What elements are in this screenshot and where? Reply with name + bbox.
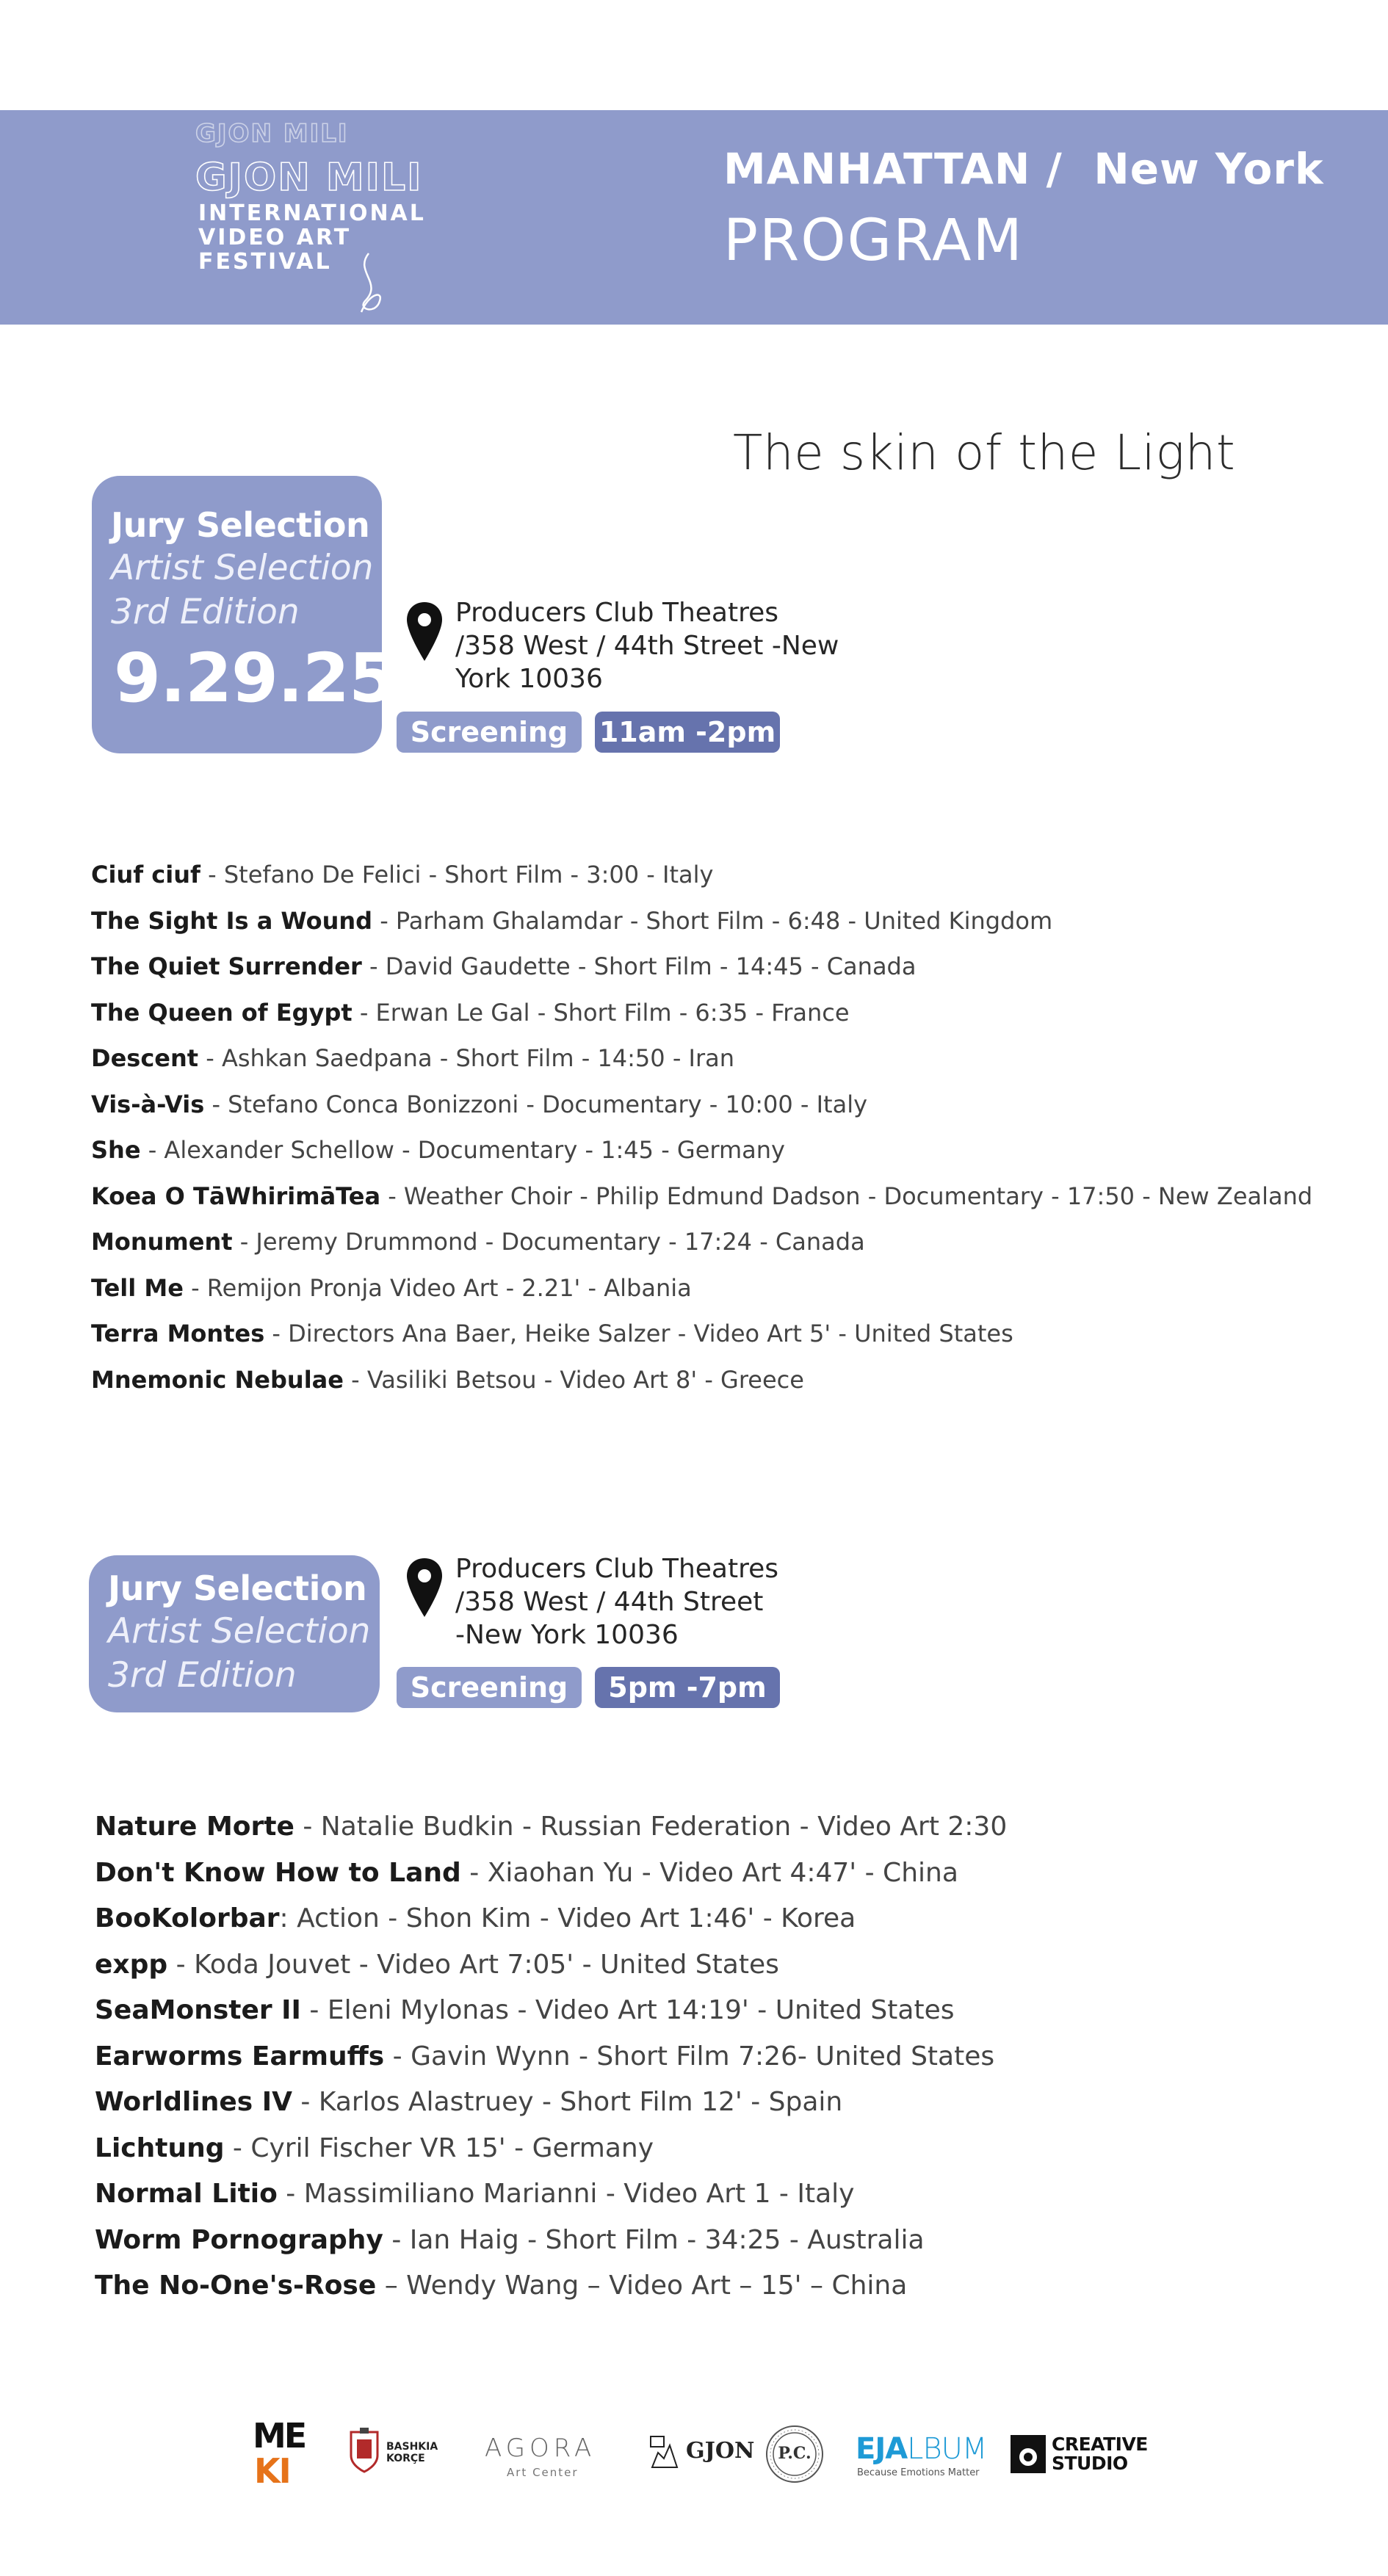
film-details: - Ashkan Saedpana - Short Film - 14:50 - Iran: [198, 1044, 735, 1072]
film-title: Mnemonic Nebulae: [91, 1365, 344, 1394]
film-row: [91, 1265, 1312, 1311]
film-details: - Gavin Wynn - Short Film 7:26- United States: [384, 2041, 995, 2072]
session2-time-pill: 5pm -7pm: [595, 1667, 780, 1708]
muzeu-label: GJON: [686, 2438, 755, 2464]
film-title: Lichtung: [95, 2132, 225, 2163]
film-title: Normal Litio: [95, 2179, 278, 2209]
session1-badge-title: Jury Selection: [111, 505, 370, 545]
film-title: Terra Montes: [91, 1320, 265, 1347]
film-title: The Quiet Surrender: [91, 952, 362, 980]
film-row: [91, 1357, 1312, 1403]
film-row: [95, 1942, 1007, 1989]
film-title: Nature Morte: [95, 1812, 294, 1842]
film-details: - Stefano Conca Bonizzoni - Documentary - 10:00 - Italy: [204, 1090, 868, 1118]
session1-venue: Producers Club Theatres /358 West / 44th Street -New York 10036: [455, 598, 839, 694]
meki-bottom: KI: [254, 2451, 290, 2491]
film-title: She: [91, 1136, 141, 1164]
film-row: [95, 2126, 1007, 2172]
film-row: [95, 2034, 1007, 2080]
agora-sub: Art Center: [507, 2466, 579, 2479]
creative-line2: STUDIO: [1052, 2453, 1128, 2474]
header-city: MANHATTAN / New York: [723, 144, 1324, 194]
film-details: - Directors Ana Baer, Heike Salzer - Video Art 5' - United States: [264, 1320, 1013, 1347]
film-details: - Stefano De Felici - Short Film - 3:00 - Italy: [200, 861, 714, 889]
sponsor-meki-logo: [253, 2416, 306, 2489]
film-title: Vis-à-Vis: [91, 1090, 205, 1118]
film-row: [91, 1173, 1312, 1220]
film-details: – Wendy Wang – Video Art – 15' – China: [376, 2271, 908, 2301]
sponsor-strip: [0, 2416, 1388, 2497]
film-details: - Weather Choir - Philip Edmund Dadson - Documentary - 17:50 - New Zealand: [380, 1182, 1313, 1210]
film-row: [91, 990, 1312, 1036]
sponsor-creative-logo: [1009, 2434, 1156, 2478]
film-title: Worm Pornography: [95, 2224, 383, 2255]
film-title: Ciuf ciuf: [91, 861, 200, 889]
logo-line-2: VIDEO ART: [198, 225, 352, 250]
film-row: [91, 1035, 1312, 1082]
film-details: - Jeremy Drummond - Documentary - 17:24 - Canada: [232, 1228, 865, 1256]
film-row: [95, 1896, 1007, 1942]
muzeu-figure-icon: [648, 2431, 683, 2473]
film-row: [91, 944, 1312, 990]
film-row: [91, 1127, 1312, 1173]
session1-date: 9.29.25: [114, 639, 395, 717]
logo-ghost-top: GJON MILI: [195, 119, 349, 148]
film-row: [95, 2171, 1007, 2218]
film-title: SeaMonster II: [95, 1995, 301, 2025]
creative-mark-icon: [1009, 2434, 1047, 2475]
film-row: [95, 2218, 1007, 2264]
film-row: [91, 852, 1312, 898]
film-title: Descent: [91, 1044, 199, 1072]
film-details: - Erwan Le Gal - Short Film - 6:35 - France: [352, 998, 850, 1027]
film-title: Tell Me: [91, 1273, 184, 1302]
bashkia-line2: KORÇE: [386, 2453, 425, 2464]
session2-badge-sub1: Artist Selection: [108, 1611, 371, 1651]
film-row: [91, 1082, 1312, 1128]
session1-badge-sub2: 3rd Edition: [111, 592, 300, 632]
film-title: Don't Know How to Land: [95, 1857, 461, 1888]
film-row: [95, 2263, 1007, 2309]
sponsor-agora-logo: [485, 2434, 617, 2485]
film-row: [91, 1219, 1312, 1265]
film-details: - Parham Ghalamdar - Short Film - 6:48 - United Kingdom: [372, 906, 1053, 935]
logo-squiggle-icon: [347, 250, 391, 316]
film-details: - David Gaudette - Short Film - 14:45 - Canada: [361, 952, 917, 980]
film-details: - Massimiliano Marianni - Video Art 1 - Italy: [277, 2179, 855, 2209]
film-row: [95, 2080, 1007, 2126]
program-subtitle: The skin of the Light: [733, 424, 1236, 481]
sponsor-pc-logo: [764, 2423, 825, 2485]
bashkia-crest-icon: [348, 2426, 380, 2475]
film-title: Worldlines IV: [95, 2087, 292, 2117]
agora-main: AGORA: [485, 2434, 596, 2463]
session1-screening-pill: Screening: [397, 712, 582, 753]
film-row: [91, 1311, 1312, 1357]
creative-line1: CREATIVE: [1052, 2434, 1148, 2455]
film-details: - Vasiliki Betsou - Video Art 8' - Greece: [343, 1365, 804, 1394]
logo-line-3: FESTIVAL: [198, 249, 332, 275]
film-details: - Koda Jouvet - Video Art 7:05' - United States: [167, 1949, 779, 1980]
ejalbum-tag: Because Emotions Matter: [857, 2467, 980, 2478]
header-program: PROGRAM: [723, 208, 1024, 274]
session2-badge-title: Jury Selection: [108, 1569, 367, 1608]
film-row: [95, 1804, 1007, 1850]
film-details: - Karlos Alastruey - Short Film 12' - Spain: [292, 2087, 843, 2117]
session2-film-list: [95, 1804, 1007, 2309]
session2-badge: [89, 1555, 380, 1712]
film-title: Earworms Earmuffs: [95, 2041, 385, 2072]
film-row: [95, 1850, 1007, 1897]
film-title: The No-One's-Rose: [95, 2271, 377, 2301]
sponsor-muzeu-logo: [648, 2428, 755, 2479]
film-title: Monument: [91, 1228, 233, 1256]
location-pin-icon: [405, 1557, 444, 1618]
film-row: [95, 1988, 1007, 2034]
film-row: [91, 898, 1312, 944]
session2-badge-sub2: 3rd Edition: [108, 1655, 297, 1696]
film-details: - Ian Haig - Short Film - 34:25 - Australia: [383, 2224, 925, 2255]
session1-time-pill: 11am -2pm: [595, 712, 780, 753]
sponsor-bashkia-logo: [348, 2426, 451, 2485]
session1-film-list: [91, 852, 1312, 1403]
film-details: - Eleni Mylonas - Video Art 14:19' - United States: [300, 1995, 955, 2025]
festival-logo: [192, 110, 435, 325]
session2-screening-pill: Screening: [397, 1667, 582, 1708]
film-details: - Xiaohan Yu - Video Art 4:47' - China: [460, 1857, 958, 1888]
film-title: expp: [95, 1949, 168, 1980]
pc-label: P.C.: [778, 2444, 812, 2463]
bashkia-line1: BASHKIA: [386, 2441, 438, 2453]
ejalbum-b: LBUM: [907, 2432, 987, 2466]
sponsor-ejalbum-logo: [856, 2432, 988, 2483]
film-title: BooKolorbar: [95, 1903, 280, 1933]
film-details: - Cyril Fischer VR 15' - Germany: [224, 2132, 654, 2163]
location-pin-icon: [405, 601, 444, 662]
film-title: Koea O TāWhirimāTea: [91, 1182, 381, 1210]
film-title: The Queen of Egypt: [91, 998, 353, 1027]
session1-badge-sub1: Artist Selection: [111, 548, 374, 588]
film-details: : Action - Shon Kim - Video Art 1:46' - Korea: [279, 1903, 856, 1933]
film-details: - Natalie Budkin - Russian Federation - Video Art 2:30: [294, 1812, 1008, 1842]
meki-top: ME: [253, 2416, 306, 2456]
film-title: The Sight Is a Wound: [91, 906, 373, 935]
ejalbum-a: EJA: [856, 2432, 908, 2466]
session1-badge: [92, 476, 395, 753]
logo-line-1: INTERNATIONAL: [198, 200, 426, 226]
session2-venue: Producers Club Theatres /358 West / 44th Street -New York 10036: [455, 1554, 779, 1650]
logo-ghost-main: GJON MILI: [195, 156, 423, 200]
film-details: - Alexander Schellow - Documentary - 1:45 - Germany: [140, 1136, 785, 1164]
film-details: - Remijon Pronja Video Art - 2.21' - Albania: [183, 1273, 692, 1302]
